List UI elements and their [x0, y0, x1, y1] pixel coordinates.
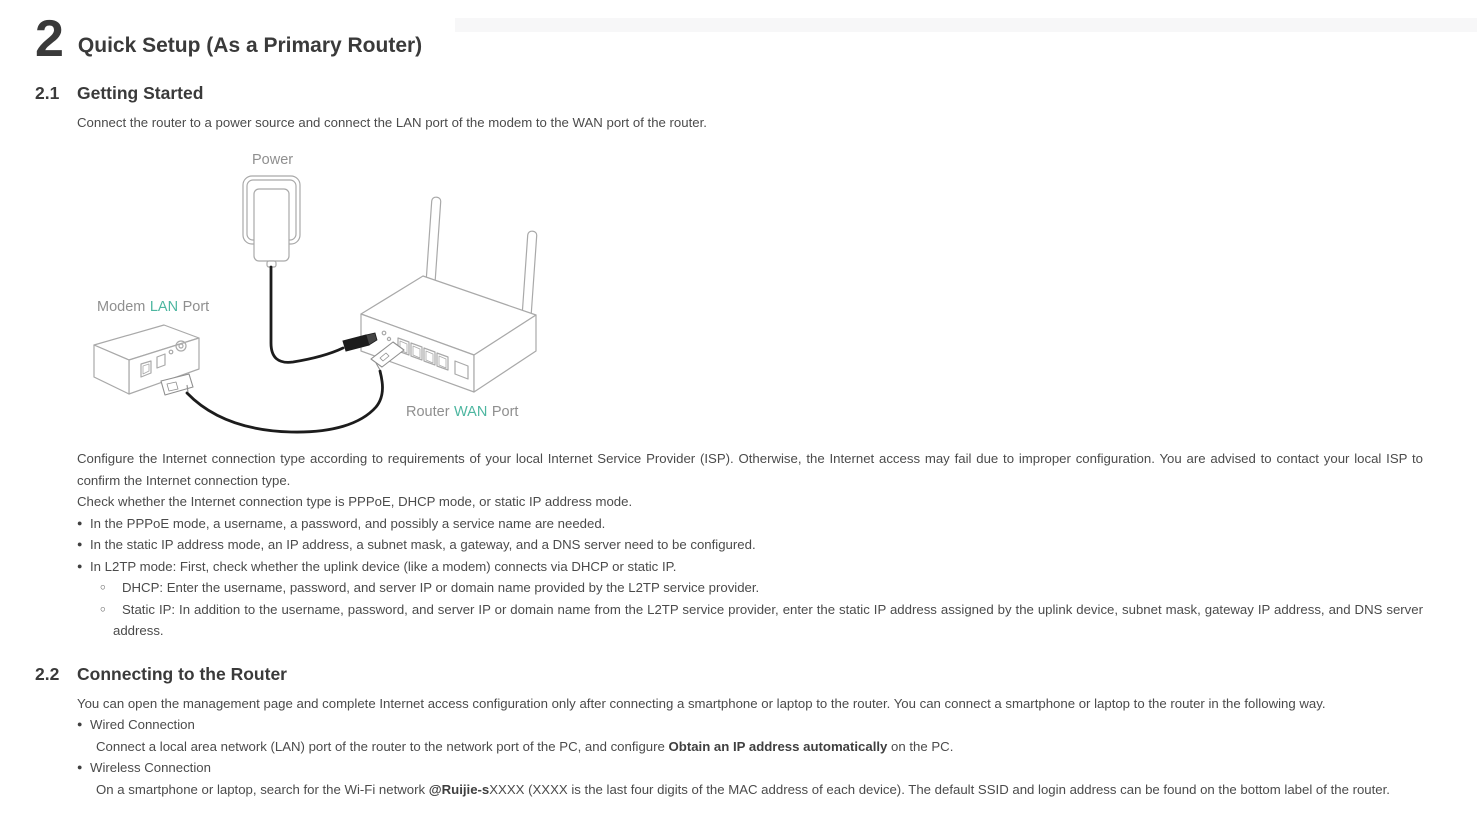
circle-bullet-icon: ○: [100, 582, 106, 594]
chapter-number: 2: [35, 10, 63, 68]
list-item-l2tp: ● In L2TP mode: First, check whether the uplink device (like a modem) connects via DHCP or static IP.: [77, 556, 1423, 578]
paragraph-check-connection-type: Check whether the Internet connection type is PPPoE, DHCP mode, or static IP address mode.: [77, 494, 633, 510]
paragraph-wired-description: Connect a local area network (LAN) port of the router to the network port of the PC, and configure Obtain an IP address automatically on the PC.: [96, 738, 954, 754]
power-cable: [271, 267, 343, 362]
paragraph-getting-started-intro: Connect the router to a power source and connect the LAN port of the modem to the WAN port of the router.: [77, 114, 707, 130]
list-item-wired-connection: ● Wired Connection: [77, 714, 1423, 736]
paragraph-connecting-intro: You can open the management page and complete Internet access configuration only after connecting a smartphone or laptop to the router. You can connect a smartphone or laptop to the router in the following way.: [77, 695, 1326, 711]
ssid-bold: @Ruijie-s: [428, 781, 490, 797]
bullet-icon: ●: [77, 517, 83, 528]
lan-cable: [187, 371, 383, 432]
connection-diagram: [77, 145, 1423, 439]
list-item-static-ip: ● In the static IP address mode, an IP address, a subnet mask, a gateway, and a DNS server need to be configured.: [77, 534, 1423, 556]
bullet-icon: ●: [77, 762, 83, 773]
connection-diagram-svg: [77, 145, 547, 439]
sub-list-item-dhcp: ○ DHCP: Enter the username, password, and server IP or domain name provided by the L2TP service provider.: [77, 577, 1423, 599]
section-heading-2-1: [35, 83, 1477, 104]
router-icon: [361, 276, 536, 392]
bullet-icon: ●: [77, 560, 83, 571]
chapter-title: Quick Setup (As a Primary Router): [77, 33, 423, 57]
section-number: 2.2: [35, 663, 60, 684]
sub-list-item-static-ip: ○ Static IP: In addition to the username, password, and server IP or domain name from the L2TP service provider, enter the static IP address assigned by the uplink device, subnet mask, gateway IP address, and DNS server address.: [77, 599, 1423, 642]
list-item-wireless-connection: ● Wireless Connection: [77, 757, 1423, 779]
list-item-pppoe: ● In the PPPoE mode, a username, a password, and possibly a service name are needed.: [77, 513, 1423, 535]
top-page-edge-bar: [455, 18, 1477, 32]
modem-lan-port-label: Modem LAN Port: [97, 299, 210, 316]
section-title: Connecting to the Router: [77, 663, 287, 684]
section-title: Getting Started: [77, 82, 204, 103]
circle-bullet-icon: ○: [100, 603, 106, 615]
paragraph-wireless-description: On a smartphone or laptop, search for the Wi-Fi network @Ruijie-sXXXX (XXXX is the last four digits of the MAC address of each device). The default SSID and login address can be found on the bottom label of the router.: [96, 781, 1390, 797]
obtain-ip-automatically-bold: Obtain an IP address automatically: [668, 738, 888, 754]
bullet-icon: ●: [77, 539, 83, 550]
bullet-icon: ●: [77, 719, 83, 730]
router-wan-port-label: Router WAN Port: [406, 404, 519, 421]
paragraph-isp-configuration: Configure the Internet connection type according to requirements of your local Internet Service Provider (ISP). Otherwise, the Internet access may fail due to improper configuration. You are advised to contact your local ISP to confirm the Internet connection type.: [77, 451, 1423, 488]
section-heading-2-2: [35, 664, 1477, 685]
section-number: 2.1: [35, 82, 60, 103]
power-label: Power: [252, 152, 294, 169]
power-plug-icon: [243, 176, 300, 267]
